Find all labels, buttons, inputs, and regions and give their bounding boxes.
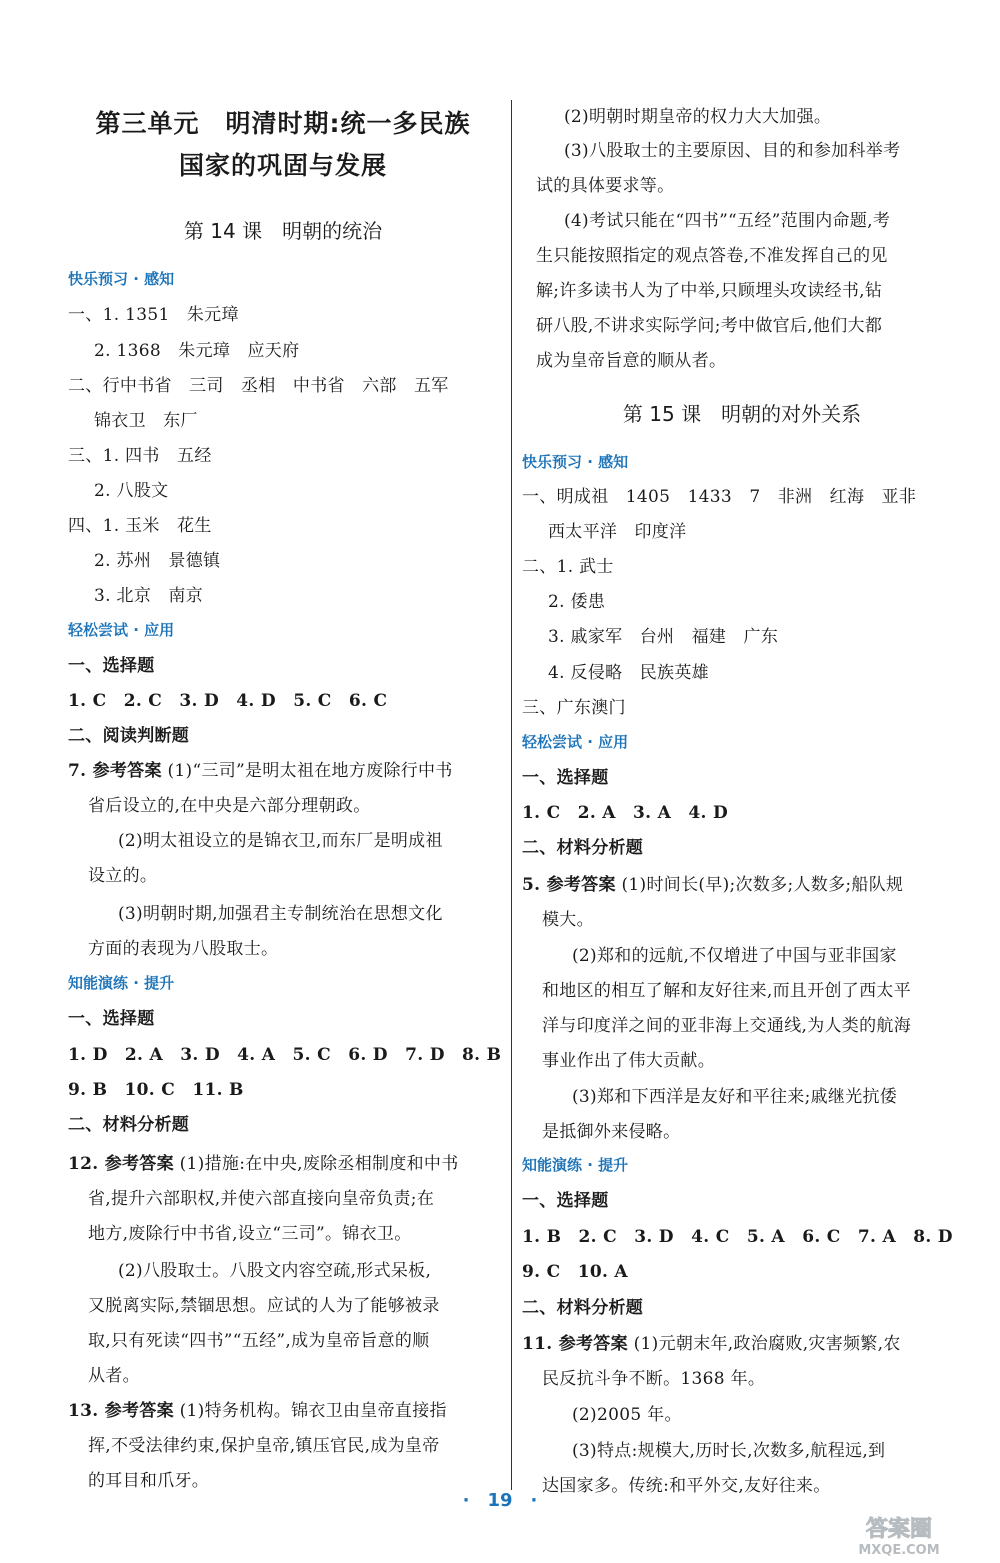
- section-preview-14: 快乐预习 · 感知: [68, 270, 175, 288]
- answer-line: 三、广东澳门: [522, 698, 626, 718]
- answer-line: 2. 八股文: [94, 481, 169, 501]
- reference-answer-label: 12. 参考答案: [68, 1154, 174, 1174]
- answer-line: 设立的。: [88, 866, 158, 886]
- answer-line: 一、1. 1351 朱元璋: [68, 305, 239, 325]
- answer-line: (3)八股取士的主要原因、目的和参加科举考: [564, 141, 901, 161]
- answer-line: (2)八股取士。八股文内容空疏,形式呆板,: [118, 1261, 432, 1281]
- section-practice-14: 知能演练 · 提升: [68, 974, 175, 992]
- answer-line: 和地区的相互了解和友好往来,而且开创了西太平: [542, 981, 912, 1001]
- section-preview-15: 快乐预习 · 感知: [522, 453, 629, 471]
- answer-line: 省,提升六部职权,并使六部直接向皇帝负责;在: [88, 1189, 435, 1209]
- answer-line: [522, 1329, 901, 1354]
- answer-line: 解;许多读书人为了中举,只顾埋头攻读经书,钻: [536, 281, 883, 301]
- answer-line: 达国家多。传统:和平外交,友好往来。: [542, 1476, 831, 1496]
- reference-answer-label: 13. 参考答案: [68, 1401, 174, 1421]
- unit-title-line1: 第三单元 明清时期:统一多民族: [95, 109, 471, 138]
- answer-line: 2. 倭患: [548, 592, 606, 612]
- answer-line: 从者。: [88, 1366, 140, 1386]
- watermark-logo: [824, 1512, 974, 1558]
- answer-line: 方面的表现为八股取士。: [88, 939, 279, 959]
- answer-line: 2. 1368 朱元璋 应天府: [94, 341, 300, 361]
- answer-line: 研八股,不讲求实际学问;考中做官后,他们大都: [536, 316, 883, 336]
- answer-line: 三、1. 四书 五经: [68, 446, 212, 466]
- answer-line: 省后设立的,在中央是六部分理朝政。: [88, 796, 371, 816]
- question-heading: 一、选择题: [522, 768, 609, 788]
- choice-answers: 1. D 2. A 3. D 4. A 5. C 6. D 7. D 8. B: [68, 1045, 502, 1065]
- answer-line: 试的具体要求等。: [536, 176, 675, 196]
- answer-line: 事业作出了伟大贡献。: [542, 1051, 715, 1071]
- answer-line: 3. 北京 南京: [94, 586, 204, 606]
- answer-line: (3)特点:规模大,历时长,次数多,航程远,到: [572, 1441, 886, 1461]
- answer-line: 3. 戚家军 台州 福建 广东: [548, 627, 779, 647]
- answer-line: (3)明朝时期,加强君主专制统治在思想文化: [118, 904, 443, 924]
- answer-line: 又脱离实际,禁锢思想。应试的人为了能够被录: [88, 1296, 440, 1316]
- answer-text: (1)元朝末年,政治腐败,灾害频繁,农: [633, 1334, 901, 1354]
- answer-line: 取,只有死读“四书”“五经”,成为皇帝旨意的顺: [88, 1331, 430, 1351]
- lesson-14-title: 第 14 课 明朝的统治: [183, 219, 383, 243]
- answer-line: 锦衣卫 东厂: [94, 411, 198, 431]
- answer-line: (2)明太祖设立的是锦衣卫,而东厂是明成祖: [118, 831, 443, 851]
- answer-line: [522, 870, 903, 895]
- choice-answers: 9. C 10. A: [522, 1262, 628, 1282]
- answer-line: 民反抗斗争不断。1368 年。: [542, 1369, 766, 1389]
- question-heading: 二、材料分析题: [522, 838, 644, 858]
- page-number: · 19 ·: [462, 1490, 538, 1511]
- answer-line: 西太平洋 印度洋: [548, 522, 687, 542]
- question-heading: 二、阅读判断题: [68, 726, 190, 746]
- question-heading: 一、选择题: [68, 656, 155, 676]
- question-heading: 一、选择题: [68, 1009, 155, 1029]
- answer-line: [68, 1396, 447, 1421]
- answer-line: 模大。: [542, 910, 594, 930]
- answer-line: 洋与印度洋之间的亚非海上交通线,为人类的航海: [542, 1016, 912, 1036]
- watermark-text-cn: 答案圈: [865, 1517, 933, 1542]
- answer-line: 2. 苏州 景德镇: [94, 551, 221, 571]
- answer-line: [68, 1149, 459, 1174]
- answer-line: 二、行中书省 三司 丞相 中书省 六部 五军: [68, 376, 449, 396]
- question-heading: 二、材料分析题: [68, 1115, 190, 1135]
- answer-line: 一、明成祖 1405 1433 7 非洲 红海 亚非: [522, 487, 917, 507]
- answer-line: (3)郑和下西洋是友好和平往来;戚继光抗倭: [572, 1087, 898, 1107]
- question-heading: 二、材料分析题: [522, 1298, 644, 1318]
- reference-answer-label: 7. 参考答案: [68, 761, 162, 781]
- watermark-text-en: MXQE.COM: [858, 1543, 940, 1558]
- answer-line: [68, 756, 453, 781]
- choice-answers: 9. B 10. C 11. B: [68, 1080, 244, 1100]
- choice-answers: 1. C 2. A 3. A 4. D: [522, 803, 729, 823]
- answer-line: 生只能按照指定的观点答卷,不准发挥自己的见: [536, 246, 888, 266]
- answer-text: (1)时间长(早);次数多;人数多;船队规: [621, 875, 904, 895]
- answer-line: 4. 反侵略 民族英雄: [548, 663, 709, 683]
- choice-answers: 1. B 2. C 3. D 4. C 5. A 6. C 7. A 8. D: [522, 1227, 953, 1247]
- answer-line: 四、1. 玉米 花生: [68, 516, 212, 536]
- answer-line: 的耳目和爪牙。: [88, 1471, 210, 1491]
- answer-line: (2)2005 年。: [572, 1405, 682, 1425]
- answer-text: (1)措施:在中央,废除丞相制度和中书: [179, 1154, 459, 1174]
- section-try-15: 轻松尝试 · 应用: [522, 733, 629, 751]
- answer-line: 是抵御外来侵略。: [542, 1122, 681, 1142]
- answer-line: 挥,不受法律约束,保护皇帝,镇压官民,成为皇帝: [88, 1436, 440, 1456]
- answer-line: (4)考试只能在“四书”“五经”范围内命题,考: [564, 211, 891, 231]
- answer-line: (2)明朝时期皇帝的权力大大加强。: [564, 107, 832, 127]
- reference-answer-label: 5. 参考答案: [522, 875, 616, 895]
- choice-answers: 1. C 2. C 3. D 4. D 5. C 6. C: [68, 691, 388, 711]
- answer-line: 成为皇帝旨意的顺从者。: [536, 351, 727, 371]
- answer-line: 二、1. 武士: [522, 557, 614, 577]
- answer-text: (1)“三司”是明太祖在地方废除行中书: [167, 761, 453, 781]
- column-divider: [511, 100, 512, 1490]
- answer-line: 地方,废除行中书省,设立“三司”。锦衣卫。: [88, 1224, 412, 1244]
- section-try-14: 轻松尝试 · 应用: [68, 621, 175, 639]
- answer-line: (2)郑和的远航,不仅增进了中国与亚非国家: [572, 946, 897, 966]
- question-heading: 一、选择题: [522, 1191, 609, 1211]
- unit-title-line2: 国家的巩固与发展: [178, 151, 387, 180]
- section-practice-15: 知能演练 · 提升: [522, 1156, 629, 1174]
- reference-answer-label: 11. 参考答案: [522, 1334, 628, 1354]
- lesson-15-title: 第 15 课 明朝的对外关系: [622, 402, 862, 426]
- answer-text: (1)特务机构。锦衣卫由皇帝直接指: [179, 1401, 447, 1421]
